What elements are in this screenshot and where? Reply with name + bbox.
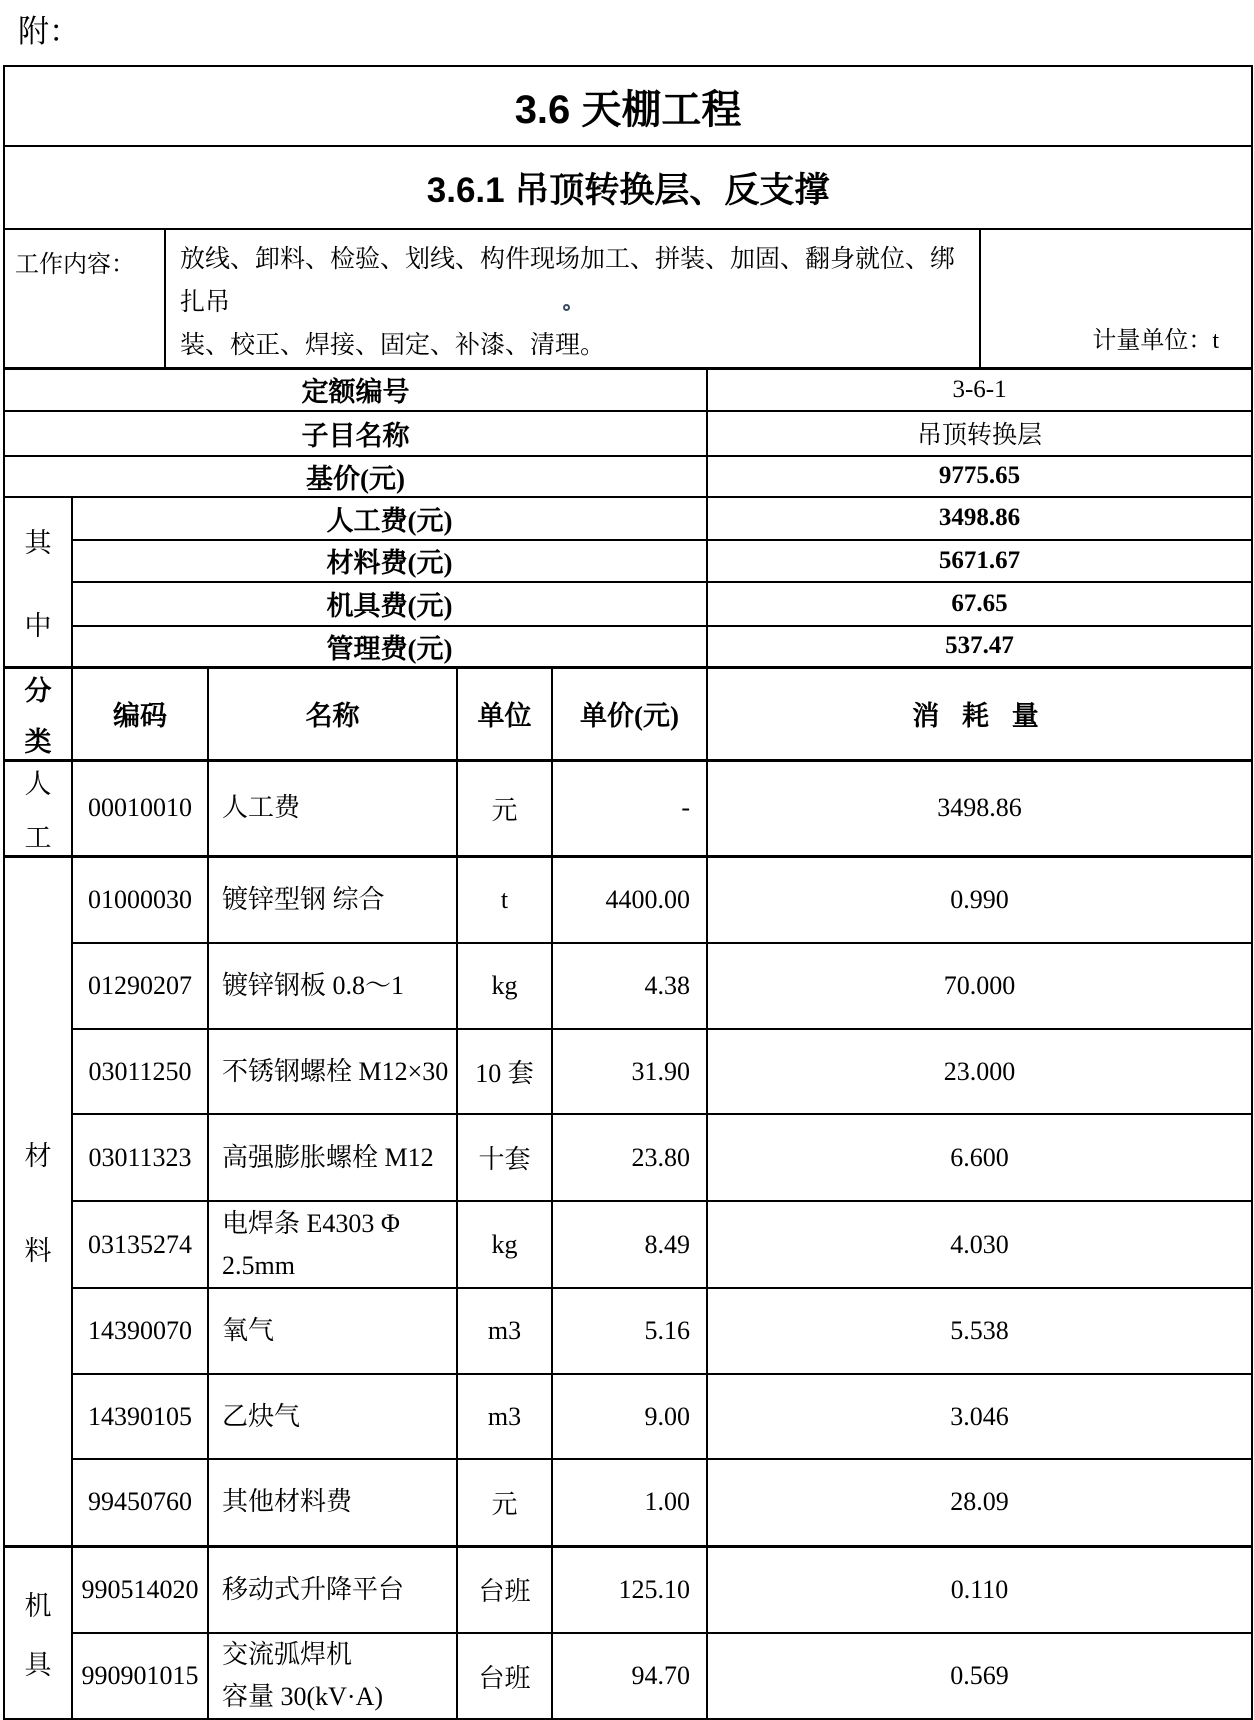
work-content-line2: 装、校正、焊接、固定、补漆、清理。 [180, 332, 606, 359]
quota-code-label: 定额编号 [4, 369, 707, 411]
among-column [4, 497, 72, 668]
measure-unit-label: 计量单位：t [980, 229, 1252, 369]
quota-table [3, 65, 1253, 1720]
row-name: 乙炔气 [208, 1374, 457, 1459]
row-price: 8.49 [552, 1201, 707, 1288]
machine-cost-label: 机具费(元) [72, 582, 707, 626]
row-name: 不锈钢螺栓 M12×30 [208, 1029, 457, 1114]
row-name [208, 1633, 457, 1719]
category-char-2: 类 [24, 726, 52, 757]
row-price: 9.00 [552, 1374, 707, 1459]
management-cost-label: 管理费(元) [72, 626, 707, 668]
row-name: 移动式升降平台 [208, 1546, 457, 1633]
header-price: 单价(元) [552, 667, 707, 760]
work-content-line1: 放线、卸料、检验、划线、构件现场加工、拼装、加固、翻身就位、绑扎吊 [180, 246, 956, 316]
row-code: 03011250 [72, 1029, 208, 1114]
row-unit: t [457, 856, 552, 943]
row-code: 14390105 [72, 1374, 208, 1459]
row-unit: 台班 [457, 1546, 552, 1633]
row-name-line1: 电焊条 E4303 Φ [222, 1208, 400, 1238]
section-material [4, 856, 72, 1546]
quota-code-value: 3-6-1 [707, 369, 1252, 411]
row-name: 镀锌型钢 综合 [208, 856, 457, 943]
labor-char-2: 工 [24, 822, 52, 853]
row-name-line1: 交流弧焊机 [222, 1640, 353, 1669]
row-name: 高强膨胀螺栓 M12 [208, 1114, 457, 1201]
row-unit: kg [457, 1201, 552, 1288]
row-name: 氧气 [208, 1288, 457, 1374]
labor-cost-value: 3498.86 [707, 497, 1252, 540]
work-content-label: 工作内容： [4, 229, 165, 369]
section-subtitle: 3.6.1 吊顶转换层、反支撑 [4, 146, 1252, 229]
row-consumption: 6.600 [707, 1114, 1252, 1201]
material-char-1: 材 [24, 1141, 52, 1171]
row-name: 人工费 [208, 760, 457, 856]
attachment-label: 附： [18, 14, 80, 49]
work-content-text [165, 229, 980, 369]
section-labor [4, 760, 72, 856]
row-name [208, 1201, 457, 1288]
labor-char-1: 人 [24, 768, 52, 799]
subitem-name-label: 子目名称 [4, 411, 707, 456]
row-consumption: 0.990 [707, 856, 1252, 943]
machine-char-2: 具 [24, 1649, 52, 1680]
header-unit: 单位 [457, 667, 552, 760]
base-price-value: 9775.65 [707, 456, 1252, 497]
header-name: 名称 [208, 667, 457, 760]
row-consumption: 28.09 [707, 1459, 1252, 1546]
row-price: - [552, 760, 707, 856]
row-consumption: 0.569 [707, 1633, 1252, 1719]
row-code: 00010010 [72, 760, 208, 856]
row-code: 01000030 [72, 856, 208, 943]
among-char-1: 其 [24, 527, 52, 558]
row-price: 4400.00 [552, 856, 707, 943]
machine-char-1: 机 [24, 1590, 52, 1621]
row-consumption: 4.030 [707, 1201, 1252, 1288]
row-code: 03135274 [72, 1201, 208, 1288]
row-price: 4.38 [552, 943, 707, 1029]
row-name: 其他材料费 [208, 1459, 457, 1546]
row-consumption: 3.046 [707, 1374, 1252, 1459]
row-unit: 台班 [457, 1633, 552, 1719]
row-code: 990901015 [72, 1633, 208, 1719]
row-unit: m3 [457, 1288, 552, 1374]
row-name: 镀锌钢板 0.8～1 [208, 943, 457, 1029]
row-code: 01290207 [72, 943, 208, 1029]
section-machine [4, 1546, 72, 1719]
row-unit: 元 [457, 1459, 552, 1546]
row-price: 31.90 [552, 1029, 707, 1114]
row-price: 125.10 [552, 1546, 707, 1633]
category-char-1: 分 [24, 675, 52, 706]
row-consumption: 3498.86 [707, 760, 1252, 856]
row-code: 99450760 [72, 1459, 208, 1546]
row-code: 14390070 [72, 1288, 208, 1374]
row-consumption: 70.000 [707, 943, 1252, 1029]
row-unit: 10 套 [457, 1029, 552, 1114]
base-price-label: 基价(元) [4, 456, 707, 497]
row-name-line2: 2.5mm [222, 1250, 295, 1280]
row-unit: kg [457, 943, 552, 1029]
row-consumption: 0.110 [707, 1546, 1252, 1633]
row-consumption: 5.538 [707, 1288, 1252, 1374]
row-unit: 十套 [457, 1114, 552, 1201]
row-price: 5.16 [552, 1288, 707, 1374]
machine-cost-value: 67.65 [707, 582, 1252, 626]
subitem-name-value: 吊顶转换层 [707, 411, 1252, 456]
material-char-2: 料 [24, 1236, 52, 1266]
row-unit: m3 [457, 1374, 552, 1459]
material-cost-label: 材料费(元) [72, 540, 707, 582]
row-price: 23.80 [552, 1114, 707, 1201]
row-consumption: 23.000 [707, 1029, 1252, 1114]
row-price: 1.00 [552, 1459, 707, 1546]
header-code: 编码 [72, 667, 208, 760]
labor-cost-label: 人工费(元) [72, 497, 707, 540]
header-category [4, 667, 72, 760]
row-name-line2: 容量 30(kV·A) [222, 1682, 384, 1711]
material-cost-value: 5671.67 [707, 540, 1252, 582]
management-cost-value: 537.47 [707, 626, 1252, 668]
page-title: 3.6 天棚工程 [4, 66, 1252, 146]
header-consumption: 消 耗 量 [707, 667, 1252, 760]
row-code: 990514020 [72, 1546, 208, 1633]
row-unit: 元 [457, 760, 552, 856]
row-code: 03011323 [72, 1114, 208, 1201]
among-char-2: 中 [24, 610, 52, 641]
row-price: 94.70 [552, 1633, 707, 1719]
